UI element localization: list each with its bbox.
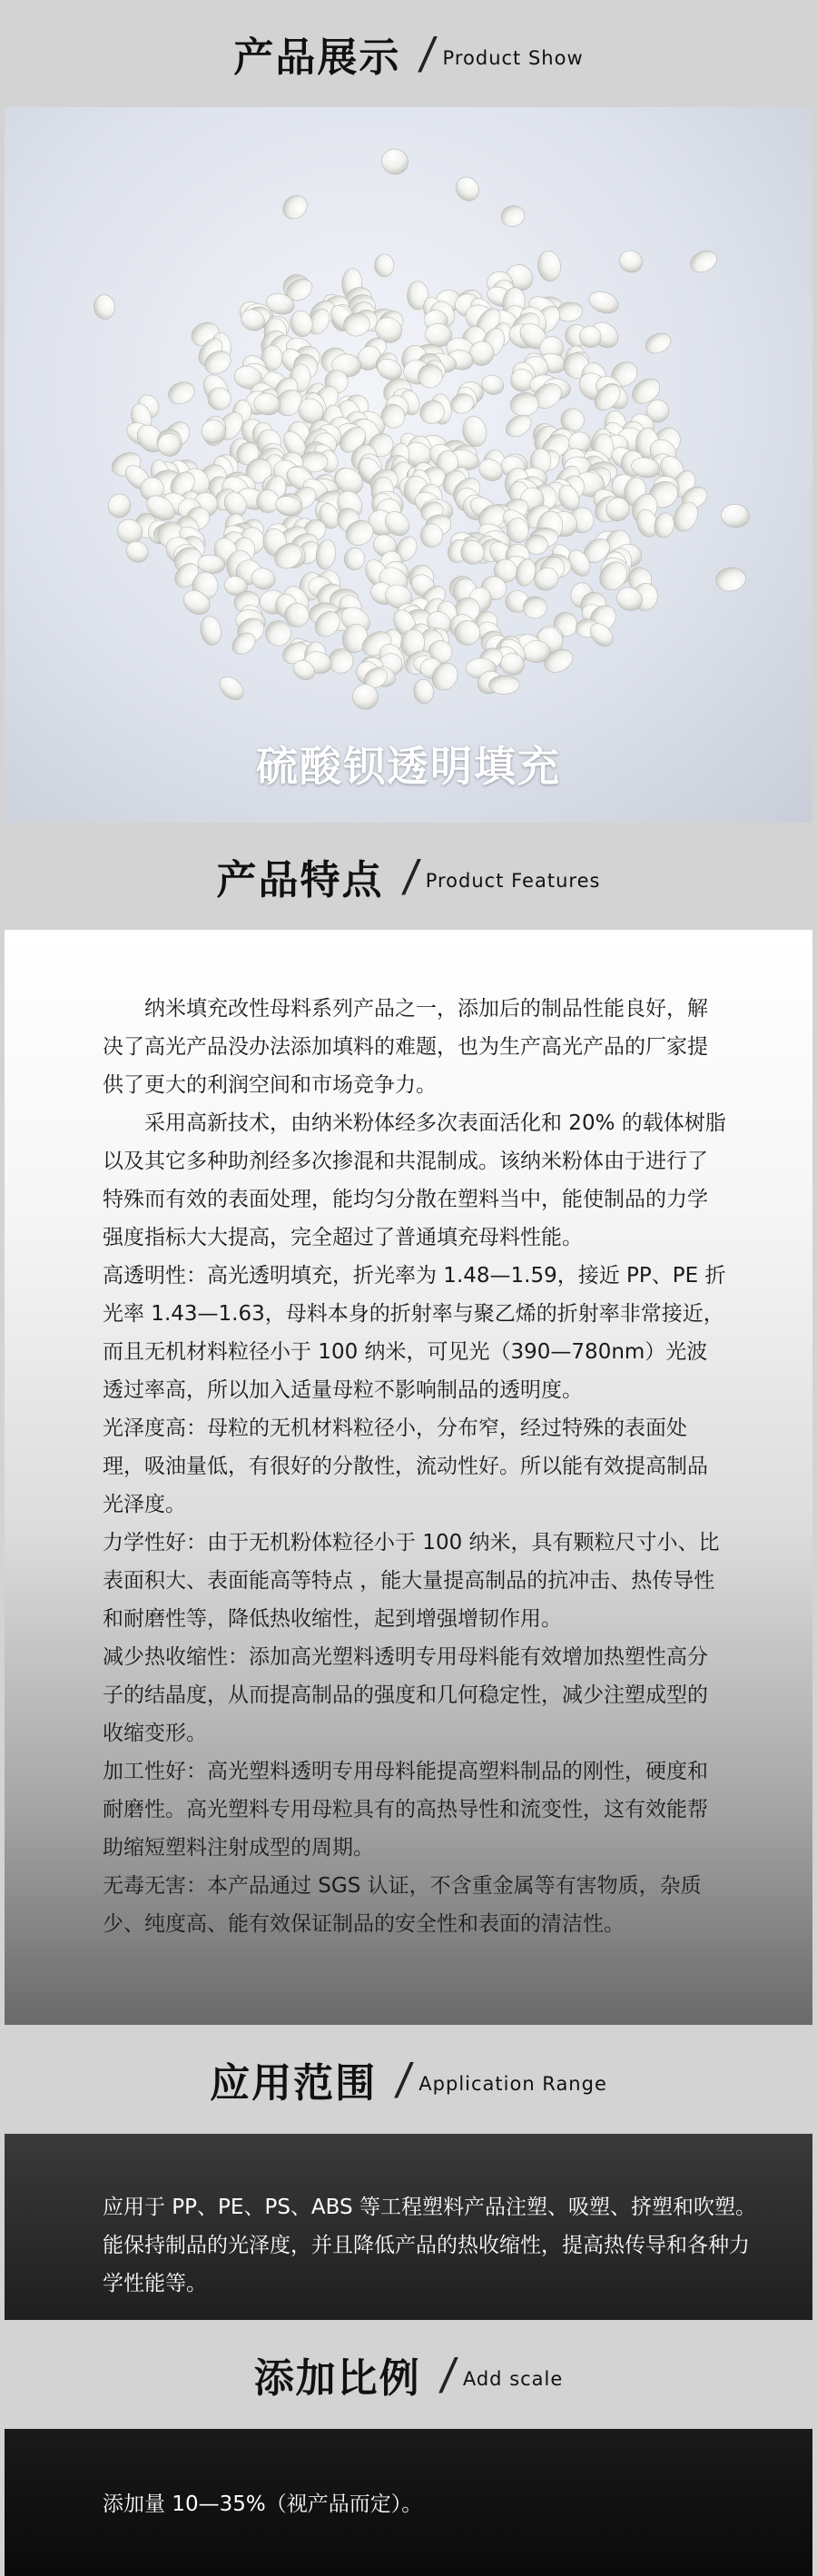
product-show-title: 产品展示 xyxy=(233,35,401,81)
pellet xyxy=(720,503,750,528)
application-range-text-box xyxy=(5,2134,812,2320)
pellets-illustration xyxy=(5,107,812,823)
feature-paragraph-processing: 加工性好：高光塑料透明专用母料能提高塑料制品的刚性，硬度和耐磨性。高光塑料专用母粒具有的高热导性和流变性，这有效能帮助缩短塑料注射成型的周期。 xyxy=(103,1760,708,1860)
pellet xyxy=(652,511,676,540)
add-scale-header xyxy=(0,2320,817,2429)
pellet xyxy=(375,254,394,277)
product-features-panel xyxy=(0,930,817,2025)
add-scale-text: 添加量 10—35%（视产品而定）。 xyxy=(103,2492,423,2516)
product-photo-caption: 硫酸钡透明填充 xyxy=(256,742,561,791)
add-scale-text-box xyxy=(5,2429,812,2576)
pellet xyxy=(105,491,133,520)
product-features-subtitle: Product Features xyxy=(425,870,601,892)
pellet xyxy=(451,173,484,205)
pellet xyxy=(488,676,519,695)
add-scale-title: 添加比例 xyxy=(253,2355,421,2402)
feature-paragraph-mechanical: 力学性好：由于无机粉体粒径小于 100 纳米，具有颗粒尺寸小、比表面积大、表面能高等特点 ，能大量提高制品的抗冲击、热传导性和耐磨性等，降低热收缩性，起到增强增韧作用。 xyxy=(103,1531,720,1631)
application-range-subtitle: Application Range xyxy=(418,2073,607,2095)
product-show-panel xyxy=(0,107,817,823)
application-range-header xyxy=(0,2025,817,2134)
product-features-header xyxy=(0,823,817,930)
feature-paragraph-transparency: 高透明性：高光透明填充，折光率为 1.48—1.59，接近 PP、PE 折光率 1.43—1.63，母料本身的折射率与聚乙烯的折射率非常接近，而且无机材料粒径小于 100 纳米，可见光（390—780nm）光波透过率高，所以加入适量母粒不影响制品的透明度。 xyxy=(103,1264,726,1402)
pellet xyxy=(499,203,527,230)
pellet xyxy=(198,615,222,647)
pellet xyxy=(256,489,279,512)
product-photo xyxy=(5,107,812,823)
pellet xyxy=(93,293,116,320)
feature-paragraph-nontoxic: 无毒无害：本产品通过 SGS 认证，不含重金属等有害物质，杂质少、纯度高、能有效保证制品的安全性和表面的清洁性。 xyxy=(103,1874,702,1936)
pellet xyxy=(523,597,546,618)
product-features-title: 产品特点 xyxy=(216,857,384,903)
product-show-header xyxy=(0,0,817,107)
application-range-text: 应用于 PP、PE、PS、ABS 等工程塑料产品注塑、吸塑、挤塑和吹塑。能保持制品的光泽度，并且降低产品的热收缩性，提高热传导和各种力学性能等。 xyxy=(103,2196,756,2295)
feature-paragraph-technology: 采用高新技术，由纳米粉体经多次表面活化和 20% 的载体树脂以及其它多种助剂经多次掺混和共混制成。该纳米粉体由于进行了特殊而有效的表面处理，能均匀分散在塑料当中，能使制品的力学强度指标大大提高，完全超过了普通填充母料性能。 xyxy=(103,1111,726,1249)
pellet xyxy=(279,191,312,223)
application-range-title: 应用范围 xyxy=(210,2060,378,2107)
title-slash-divider: / xyxy=(417,28,439,79)
pellet xyxy=(714,566,747,593)
application-range-panel xyxy=(0,2134,817,2320)
title-slash-divider: / xyxy=(393,2054,416,2105)
pellet xyxy=(379,146,411,176)
pellet xyxy=(536,250,562,282)
product-show-subtitle: Product Show xyxy=(442,47,584,69)
pellet xyxy=(643,330,674,358)
feature-paragraph-intro: 纳米填充改性母料系列产品之一，添加后的制品性能良好，解决了高光产品没办法添加填料的难题，也为生产高光产品的厂家提供了更大的利润空间和市场竞争力。 xyxy=(103,997,708,1097)
pellet xyxy=(342,546,367,572)
pellet xyxy=(215,672,248,704)
pellet xyxy=(586,288,622,317)
pellet xyxy=(165,379,198,409)
title-slash-divider: / xyxy=(437,2349,459,2400)
feature-paragraph-gloss: 光泽度高：母粒的无机材料粒径小，分布窄，经过特殊的表面处理，吸油量低，有很好的分散性，流动性好。所以能有效提高制品光泽度。 xyxy=(103,1416,708,1516)
add-scale-panel xyxy=(0,2429,817,2576)
feature-paragraph-shrinkage: 减少热收缩性：添加高光塑料透明专用母料能有效增加热塑性高分子的结晶度，从而提高制品的强度和几何稳定性，减少注塑成型的收缩变形。 xyxy=(103,1645,708,1745)
pellet xyxy=(687,247,721,277)
pellet xyxy=(413,678,435,705)
add-scale-subtitle: Add scale xyxy=(462,2368,564,2390)
pellet xyxy=(616,247,646,276)
title-slash-divider: / xyxy=(399,851,422,902)
product-features-text-box xyxy=(5,930,812,2025)
